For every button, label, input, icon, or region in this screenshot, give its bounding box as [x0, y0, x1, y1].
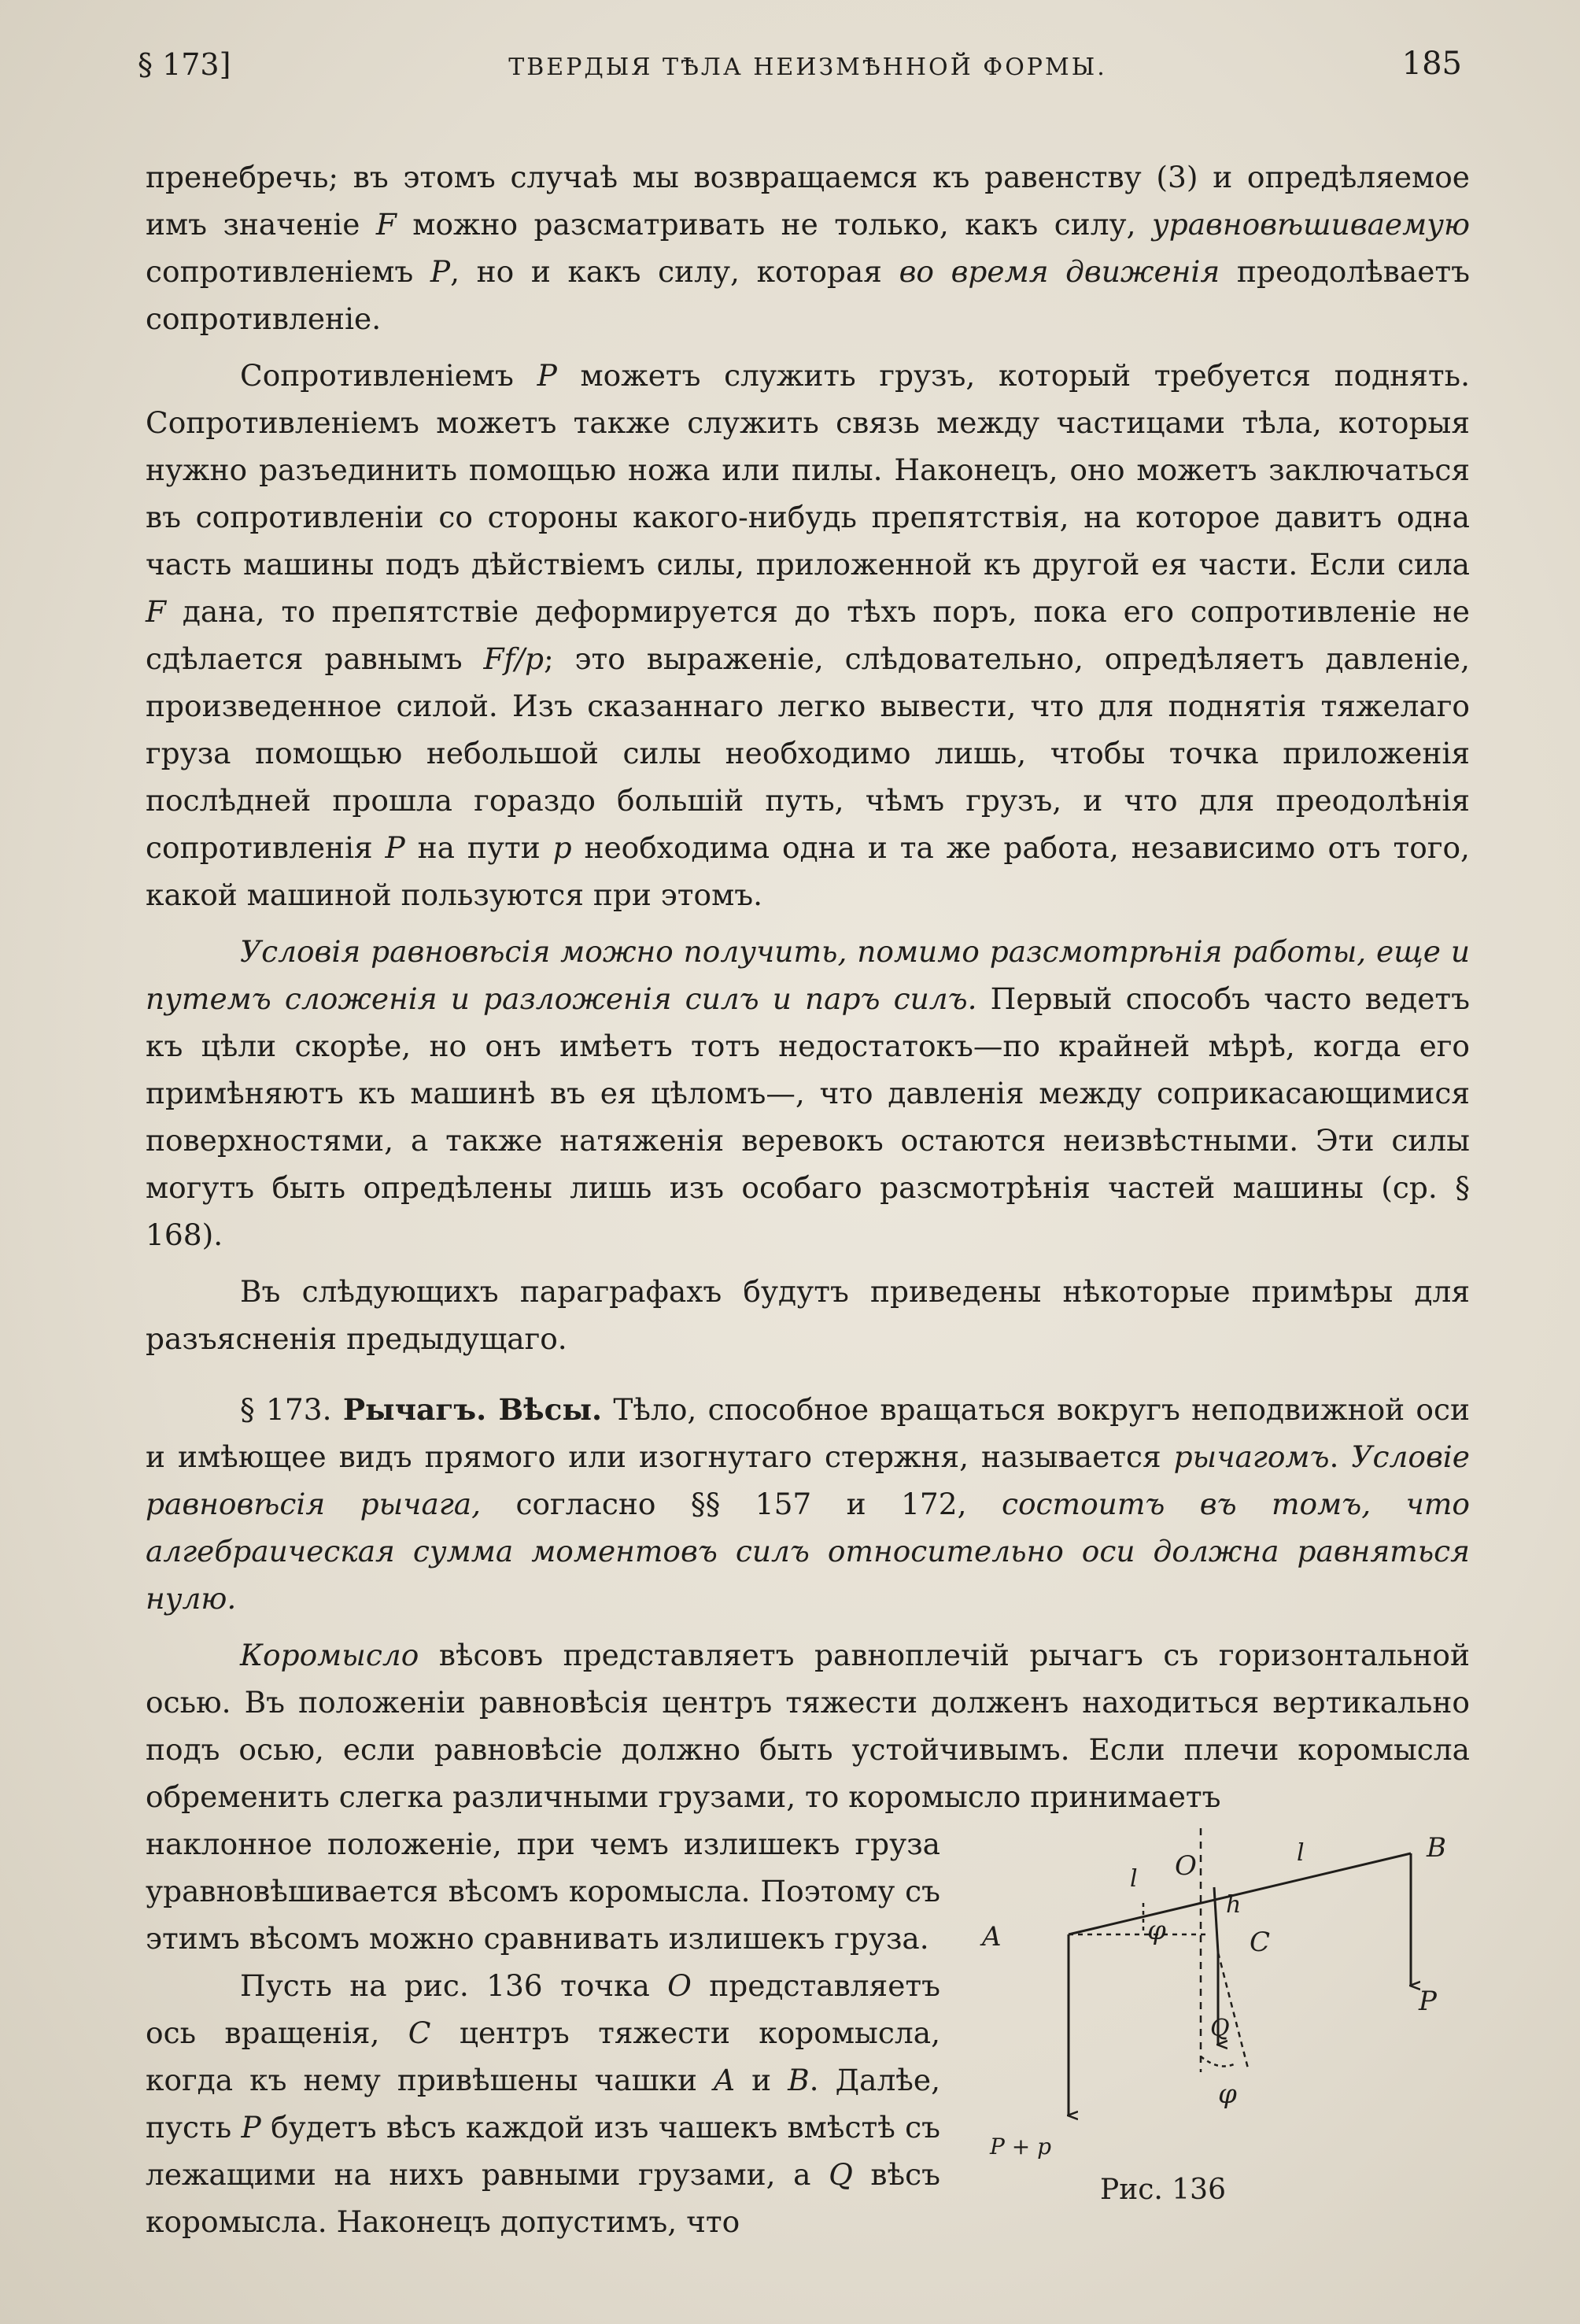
text-run: Въ слѣдующихъ параграфахъ будутъ приведены нѣкоторые примѣры для разъясненія предыдущаго. — [146, 1274, 1470, 1356]
italic-text: Условія равновѣсія можно получить, помимо разсмотрѣнія работы, еще и путемъ сложенія и разложенія силъ и паръ силъ. — [146, 934, 1470, 1016]
label-A: A — [982, 1921, 1002, 1953]
label-phi-upper: φ — [1147, 1915, 1166, 1946]
text-run: . — [1329, 1439, 1352, 1474]
running-title: ТВЕРДЫЯ ТѢЛА НЕИЗМѢННОЙ ФОРМЫ. — [508, 54, 1107, 81]
italic-text: состоитъ въ томъ, что алгебраическая сумма моментовъ силъ относительно оси должна равняться нулю. — [146, 1487, 1470, 1616]
label-P-plus-p: P + p — [990, 2134, 1052, 2160]
text-run: будетъ вѣсъ каждой изъ чашекъ вмѣстѣ съ лежащими на нихъ равными грузами, а — [146, 2110, 940, 2192]
variable-P: P — [430, 254, 451, 289]
variable-Q: Q — [829, 2157, 853, 2192]
figure-caption: Рис. 136 — [1100, 2174, 1226, 2206]
variable-p: p — [552, 830, 572, 865]
text-run: дана, то препятствіе деформируется до тѣхъ поръ, пока его сопротивленіе не сдѣлается равнымъ — [146, 594, 1470, 676]
italic-text: уравновѣшиваемую — [1151, 207, 1470, 242]
label-l-left: l — [1130, 1865, 1138, 1893]
expression-Ffp: Ff/p — [483, 641, 545, 676]
text-run: вѣсъ коромысла. Наконецъ допустимъ, что — [146, 2157, 940, 2239]
variable-F: F — [146, 594, 167, 629]
text-run: и — [735, 2063, 788, 2097]
paragraph — [146, 1631, 1470, 1820]
italic-text: рычагомъ — [1173, 1439, 1330, 1474]
text-run: Тѣло, способное вращаться вокругъ неподвижной оси и имѣющее видъ прямого или изогнутаго стержня, называется — [146, 1392, 1471, 1474]
text-run: необходима одна и та же работа, независимо отъ того, какой машиной пользуются при этомъ. — [146, 830, 1470, 912]
text-run: , но и какъ силу, которая — [450, 254, 899, 289]
page-number: 185 — [1401, 46, 1462, 82]
section-number: § 173. — [240, 1392, 343, 1427]
text-run: согласно §§ 157 и 172, — [481, 1487, 1002, 1521]
variable-C: C — [408, 2015, 431, 2050]
text-run: можно разсматривать не только, какъ силу, — [396, 207, 1152, 242]
label-Q: Q — [1210, 2015, 1230, 2042]
label-C: C — [1250, 1927, 1271, 1958]
italic-text: Коромысло — [240, 1638, 419, 1672]
section-heading: Рычагъ. Вѣсы. — [342, 1392, 603, 1427]
figure-136 — [982, 1820, 1470, 2230]
label-P: P — [1419, 1986, 1437, 2017]
paragraph — [146, 352, 1470, 918]
oc-line — [1214, 1887, 1218, 1953]
variable-O: O — [667, 1968, 692, 2003]
paragraph — [146, 1268, 1470, 1362]
angle-arc — [1201, 2056, 1234, 2066]
text-run: центръ тяжести коромысла, когда къ нему привѣшены чашки — [146, 2015, 941, 2097]
paragraph — [146, 1820, 940, 1962]
section-paragraph — [146, 1386, 1470, 1622]
figure-side-text — [146, 1820, 940, 2245]
italic-text: во время движенія — [899, 254, 1220, 289]
variable-P: P — [537, 358, 557, 393]
variable-A: A — [713, 2063, 736, 2097]
text-run: преодолѣваетъ сопротивленіе. — [146, 254, 1471, 336]
figure-block — [146, 1820, 1470, 2245]
label-B: B — [1427, 1832, 1446, 1864]
text-run: представляетъ ось вращенія, — [146, 1968, 940, 2050]
variable-F: F — [375, 207, 397, 242]
label-l-right: l — [1297, 1839, 1305, 1867]
text-run: Сопротивленіемъ — [240, 358, 537, 393]
variable-P: P — [385, 830, 405, 865]
text-run: сопротивленіемъ — [146, 254, 430, 289]
paragraph — [146, 928, 1470, 1258]
section-reference: § 173] — [138, 47, 231, 82]
body-text — [146, 153, 1470, 2245]
text-run: наклонное положеніе, при чемъ излишекъ груза уравновѣшивается вѣсомъ коромысла. Поэтому съ этимъ вѣсомъ можно сравнивать излишекъ груза. — [146, 1827, 940, 1956]
text-run: вѣсовъ представляетъ равноплечій рычагъ съ горизонтальной осью. Въ положеніи равновѣсія центръ тяжести долженъ находиться вертикально подъ осью, если равновѣсіе должно быть устойчивымъ. Если плечи коромысла обременить слегка различными грузами, то коромысло принимаетъ — [146, 1638, 1470, 1814]
variable-B: B — [788, 2063, 810, 2097]
paragraph — [146, 1962, 940, 2245]
variable-P: P — [241, 2110, 261, 2145]
italic-text: Условіе равновѣсія рычага, — [146, 1439, 1470, 1521]
paragraph — [146, 153, 1470, 342]
text-run: можетъ служить грузъ, который требуется поднять. Сопротивленіемъ можетъ также служить связь между частицами тѣла, которыя нужно разъединить помощью ножа или пилы. Наконецъ, оно можетъ заключаться въ сопротивленіи со стороны какого-нибудь препятствія, на которое давитъ одна часть машины подъ дѣйствіемъ силы, приложенной къ другой ея части. Если сила — [146, 358, 1471, 582]
text-run: Пусть на рис. 136 точка — [240, 1968, 668, 2003]
running-head — [138, 39, 1470, 102]
text-run: . Далѣе, пусть — [146, 2063, 941, 2145]
text-run: пренебречь; въ этомъ случаѣ мы возвращаемся къ равенству (3) и опредѣляемое имъ значеніе — [146, 160, 1470, 242]
text-run: на пути — [404, 830, 553, 865]
label-h: h — [1226, 1891, 1242, 1919]
label-O: O — [1175, 1850, 1197, 1882]
label-phi-lower: φ — [1218, 2078, 1237, 2110]
text-run: ; это выраженіе, слѣдовательно, опредѣляетъ давленіе, произведенное силой. Изъ сказаннаго легко вывести, что для поднятія тяжелаго груза помощью небольшой силы необходимо лишь, чтобы точка приложенія послѣдней прошла гораздо большій путь, чѣмъ грузъ, и что для преодолѣнія сопротивленія — [146, 641, 1470, 865]
text-run: Первый способъ часто ведетъ къ цѣли скорѣе, но онъ имѣетъ тотъ недостатокъ—по крайней мѣрѣ, когда его примѣняютъ къ машинѣ въ ея цѣломъ—, что давленія между соприкасающимися поверхностями, а также натяженія веревокъ остаются неизвѣстными. Эти силы могутъ быть опредѣлены лишь изъ особаго разсмотрѣнія частей машины (ср. § 168). — [146, 981, 1470, 1252]
